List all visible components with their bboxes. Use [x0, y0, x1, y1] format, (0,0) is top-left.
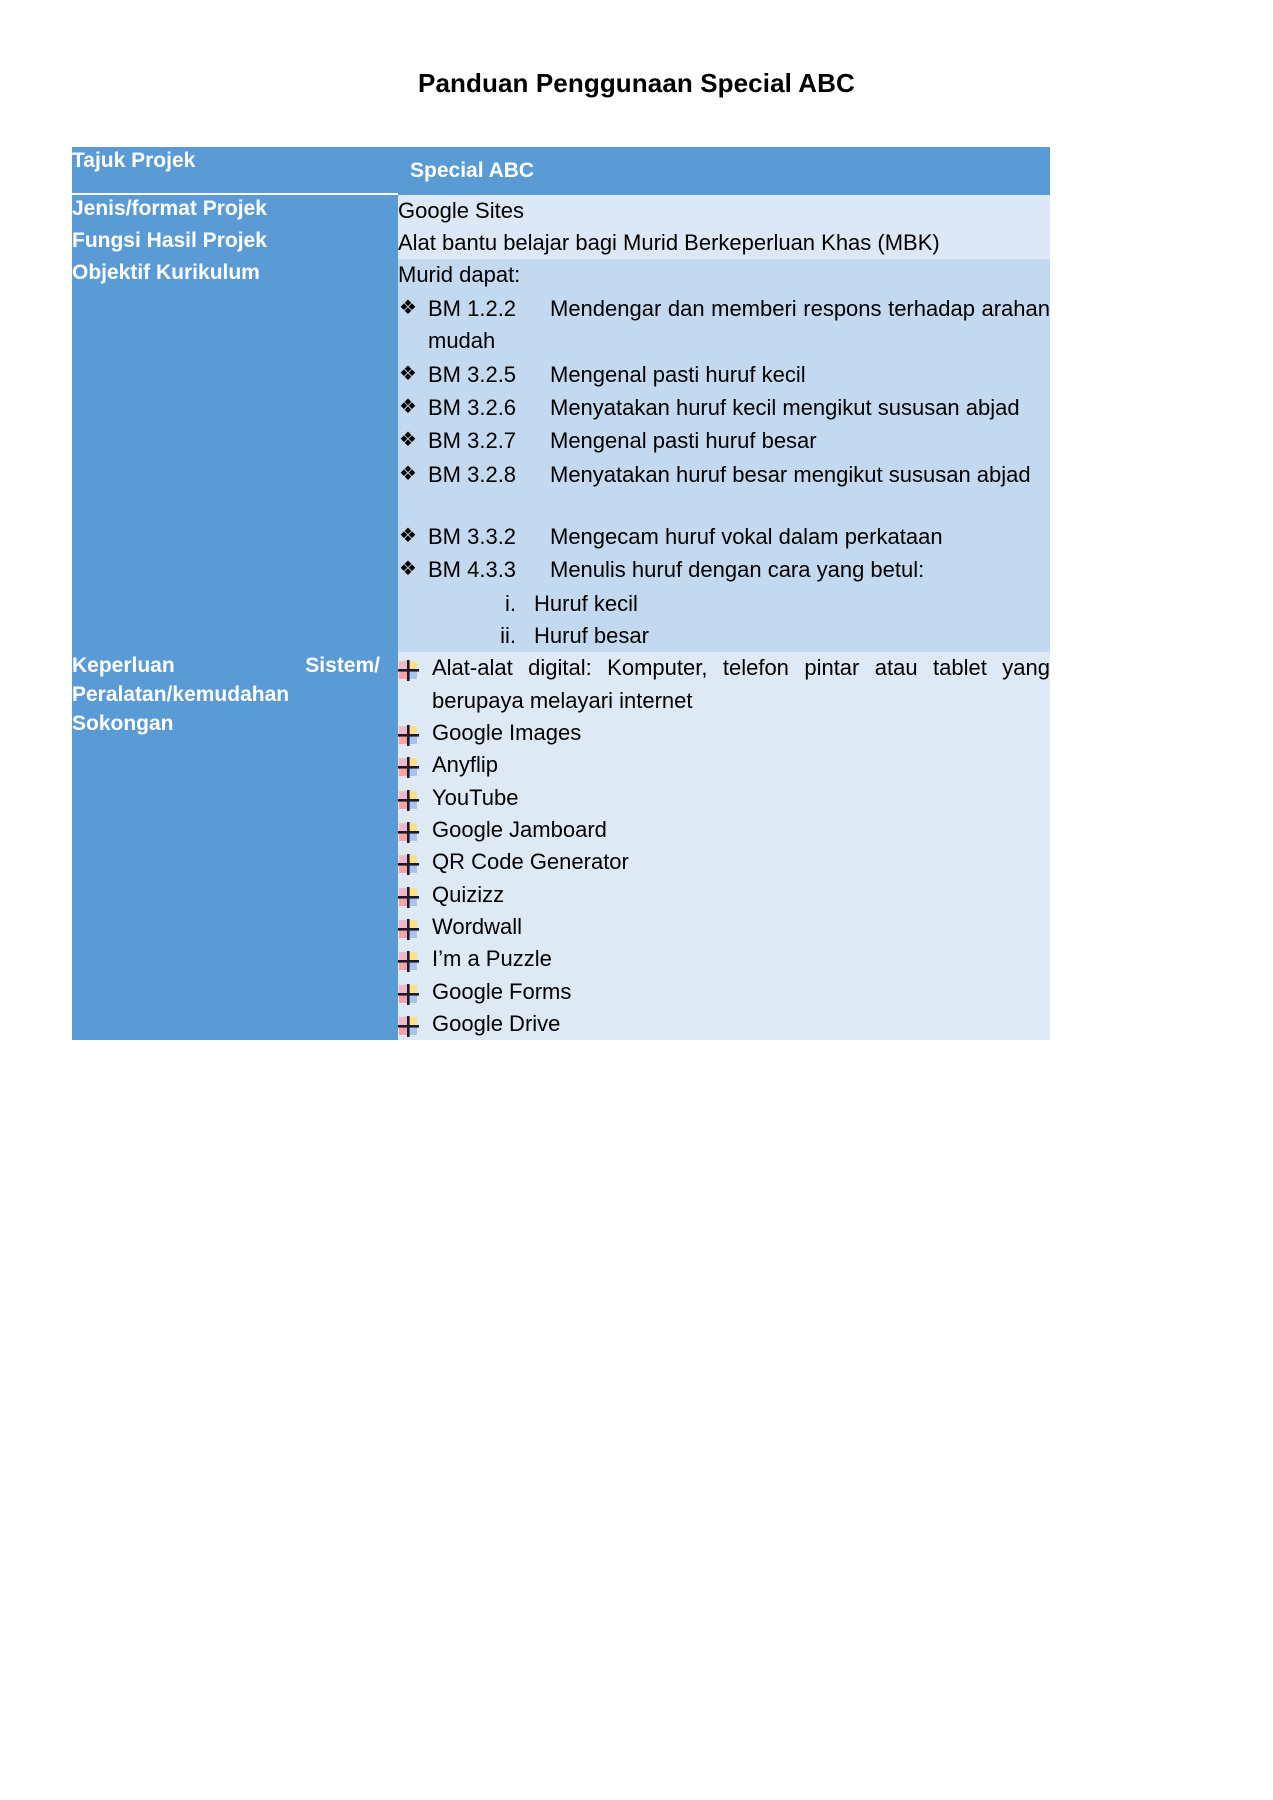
- page-title: Panduan Penggunaan Special ABC: [418, 68, 855, 98]
- row-label-keperluan-sistem: [72, 652, 398, 1040]
- bm-text: Mengecam huruf vokal dalam perkataan: [550, 524, 943, 550]
- florette-bullet-icon: ❖: [399, 396, 417, 419]
- bm-text: Mengenal pasti huruf besar: [550, 428, 817, 454]
- label-part-sistem: Sistem/: [305, 654, 380, 678]
- table-row-jenis-format: [72, 195, 1050, 227]
- bm-text: Menyatakan huruf besar mengikut sususan abjad: [550, 461, 1031, 487]
- bm-code: BM 3.2.5: [428, 361, 517, 387]
- row-label-fungsi-hasil: Fungsi Hasil Projek: [72, 227, 398, 259]
- florette-bullet-icon: ❖: [399, 462, 417, 485]
- tool-label: Alat-alat digital: Komputer, telefon pintar atau tablet yang berupaya melayari internet: [432, 655, 1050, 713]
- florette-bullet-icon: ❖: [399, 362, 417, 385]
- florette-bullet-icon: ❖: [399, 525, 417, 548]
- objektif-lead: Murid dapat:: [398, 262, 521, 288]
- bm-line: [428, 392, 1050, 424]
- list-item: [474, 588, 1050, 620]
- sub-item-text: Huruf kecil: [534, 590, 638, 616]
- quad-square-bullet-icon: [398, 885, 419, 906]
- bm-code: BM 4.3.3: [428, 557, 517, 583]
- row-value-jenis-format: Google Sites: [398, 195, 1050, 227]
- florette-bullet-icon: ❖: [399, 429, 417, 452]
- roman-marker: i.: [505, 590, 516, 616]
- quad-square-bullet-icon: [398, 1014, 419, 1035]
- bm-code: BM 1.2.2: [428, 296, 517, 322]
- list-item: [398, 943, 1050, 975]
- row-value-tajuk-projek: Special ABC: [398, 147, 1050, 195]
- bm-code: BM 3.2.7: [428, 428, 517, 454]
- list-item: [398, 976, 1050, 1008]
- bm-line: [428, 425, 1050, 457]
- project-spec-table: [72, 147, 1050, 1040]
- florette-bullet-icon: ❖: [399, 558, 417, 581]
- row-label-objektif-kurikulum: Objektif Kurikulum: [72, 259, 398, 652]
- spec-table-wrapper: [72, 147, 1112, 1040]
- list-item: [398, 814, 1050, 846]
- quad-square-bullet-icon: [398, 852, 419, 873]
- list-item: [398, 293, 1050, 358]
- quad-square-bullet-icon: [398, 755, 419, 776]
- bm-text: Mengenal pasti huruf kecil: [550, 361, 806, 387]
- tool-label: Google Jamboard: [432, 817, 607, 843]
- table-row-keperluan-sistem: [72, 652, 1050, 1040]
- florette-bullet-icon: ❖: [399, 297, 417, 320]
- list-item: [398, 554, 1050, 586]
- list-item: [398, 392, 1050, 424]
- bm-line: [428, 459, 1050, 491]
- bm-code: BM 3.3.2: [428, 524, 517, 550]
- tool-label: QR Code Generator: [432, 849, 629, 875]
- objektif-list: [398, 293, 1050, 587]
- quad-square-bullet-icon: [398, 917, 419, 938]
- bm-text: Mendengar dan memberi respons terhadap arahan mudah: [428, 296, 1050, 354]
- fungsi-hasil-text: Alat bantu belajar bagi Murid Berkeperluan Khas (MBK): [398, 230, 940, 256]
- tool-label: I’m a Puzzle: [432, 946, 552, 972]
- list-item: [398, 1008, 1050, 1040]
- bm-text: Menyatakan huruf kecil mengikut sususan abjad: [550, 395, 1020, 421]
- quad-square-bullet-icon: [398, 788, 419, 809]
- list-item: [474, 620, 1050, 652]
- list-item: [398, 425, 1050, 457]
- row-value-objektif-kurikulum: [398, 259, 1050, 652]
- tool-label: Anyflip: [432, 752, 499, 778]
- tool-label: Quizizz: [432, 881, 505, 907]
- bm-line: [428, 293, 1050, 358]
- sub-item-text: Huruf besar: [534, 623, 649, 649]
- quad-square-bullet-icon: [398, 949, 419, 970]
- table-row-tajuk-projek: [72, 147, 1050, 195]
- table-row-fungsi-hasil: [72, 227, 1050, 259]
- tool-label: Wordwall: [432, 914, 523, 940]
- row-value-keperluan-sistem: [398, 652, 1050, 1040]
- bm-code: BM 3.2.8: [428, 461, 517, 487]
- bm-line: [428, 521, 1050, 553]
- roman-marker: ii.: [500, 623, 516, 649]
- list-item: [398, 459, 1050, 491]
- row-label-tajuk-projek: Tajuk Projek: [72, 147, 398, 195]
- label-line-1: [72, 652, 380, 681]
- quad-square-bullet-icon: [398, 820, 419, 841]
- label-part-keperluan: Keperluan: [72, 654, 175, 678]
- label-line-2: Peralatan/kemudahan: [72, 683, 290, 707]
- row-label-jenis-format: Jenis/format Projek: [72, 195, 398, 227]
- tool-label: Google Drive: [432, 1011, 561, 1036]
- objektif-sub-list: [398, 588, 1050, 653]
- label-line-3: Sokongan: [72, 712, 174, 736]
- list-item: [398, 652, 1050, 717]
- bm-code: BM 3.2.6: [428, 395, 517, 421]
- row-value-fungsi-hasil: [398, 227, 1050, 259]
- tool-list: [398, 652, 1050, 1040]
- quad-square-bullet-icon: [398, 982, 419, 1003]
- quad-square-bullet-icon: [398, 723, 419, 744]
- list-item: [398, 717, 1050, 749]
- list-item: [398, 879, 1050, 911]
- list-item: [398, 846, 1050, 878]
- bm-line: [428, 359, 1050, 391]
- tool-label: YouTube: [432, 784, 519, 810]
- quad-square-bullet-icon: [398, 658, 419, 679]
- list-item: [398, 749, 1050, 781]
- bm-text: Menulis huruf dengan cara yang betul:: [550, 557, 925, 583]
- tool-label: Google Images: [432, 720, 582, 746]
- list-item: [398, 521, 1050, 553]
- list-item: [398, 782, 1050, 814]
- table-row-objektif-kurikulum: [72, 259, 1050, 652]
- tool-label: Google Forms: [432, 978, 572, 1004]
- list-item: [398, 359, 1050, 391]
- bm-line: [428, 554, 1050, 586]
- list-item: [398, 911, 1050, 943]
